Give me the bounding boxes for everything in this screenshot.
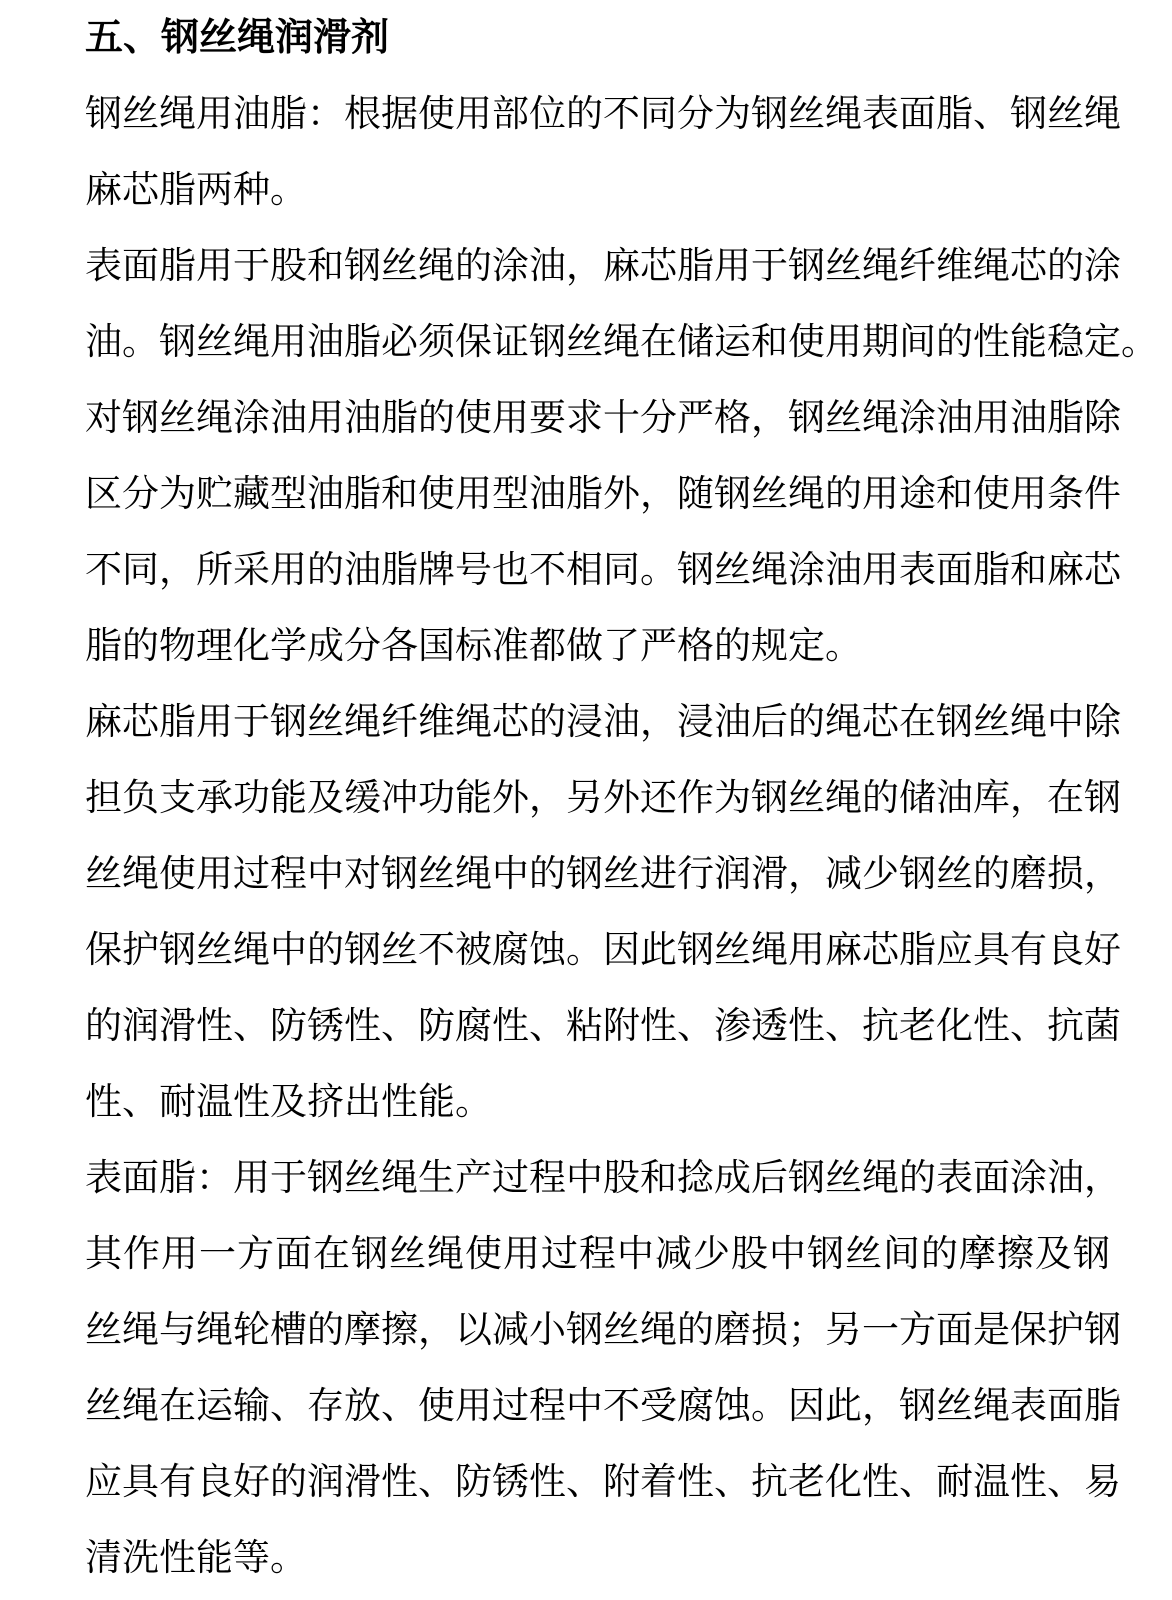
text-line: 麻芯脂用于钢丝绳纤维绳芯的浸油，浸油后的绳芯在钢丝绳中除 — [85, 701, 1121, 742]
text-line: 表面脂用于股和钢丝绳的涂油，麻芯脂用于钢丝绳纤维绳芯的涂 — [85, 245, 1121, 286]
text-line: 的润滑性、防锈性、防腐性、粘附性、渗透性、抗老化性、抗菌 — [85, 1005, 1121, 1046]
text-line: 区分为贮藏型油脂和使用型油脂外，随钢丝绳的用途和使用条件 — [85, 473, 1121, 514]
text-line: 丝绳使用过程中对钢丝绳中的钢丝进行润滑，减少钢丝的磨损， — [85, 853, 1121, 894]
text-line: 表面脂：用于钢丝绳生产过程中股和捻成后钢丝绳的表面涂油， — [85, 1157, 1121, 1198]
text-line: 其作用一方面在钢丝绳使用过程中减少股中钢丝间的摩擦及钢 — [85, 1233, 1110, 1274]
text-line: 清洗性能等。 — [85, 1537, 307, 1578]
text-line: 不同，所采用的油脂牌号也不相同。钢丝绳涂油用表面脂和麻芯 — [85, 549, 1121, 590]
text-line: 应具有良好的润滑性、防锈性、附着性、抗老化性、耐温性、易 — [85, 1461, 1121, 1502]
text-line: 担负支承功能及缓冲功能外，另外还作为钢丝绳的储油库，在钢 — [85, 777, 1121, 818]
text-line: 麻芯脂两种。 — [85, 169, 307, 210]
section-heading: 五、钢丝绳润滑剂 — [85, 17, 390, 59]
text-line: 脂的物理化学成分各国标准都做了严格的规定。 — [85, 625, 862, 666]
text-line: 性、耐温性及挤出性能。 — [85, 1081, 492, 1122]
text-line: 油。钢丝绳用油脂必须保证钢丝绳在储运和使用期间的性能稳定。 — [85, 321, 1158, 362]
text-line: 丝绳与绳轮槽的摩擦，以减小钢丝绳的磨损；另一方面是保护钢 — [85, 1309, 1121, 1350]
text-line: 保护钢丝绳中的钢丝不被腐蚀。因此钢丝绳用麻芯脂应具有良好 — [85, 929, 1121, 970]
text-line: 钢丝绳用油脂：根据使用部位的不同分为钢丝绳表面脂、钢丝绳 — [85, 93, 1121, 134]
text-line: 对钢丝绳涂油用油脂的使用要求十分严格，钢丝绳涂油用油脂除 — [85, 397, 1121, 438]
text-line: 丝绳在运输、存放、使用过程中不受腐蚀。因此，钢丝绳表面脂 — [85, 1385, 1121, 1426]
